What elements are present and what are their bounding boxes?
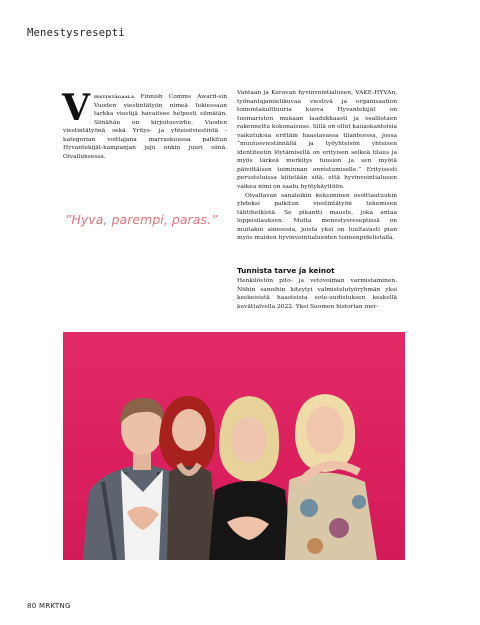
group-photo: [63, 332, 405, 560]
group-photo-illustration: [63, 332, 405, 560]
section-label: Menestysresepti: [27, 27, 125, 39]
lead-smallcaps: iestintägaala: [93, 93, 135, 100]
lead-paragraph: [62, 87, 227, 161]
body-paragraph-1: Vantaan ja Keravan hyvinvointialueen, VAKE-HYVAn, työnantajamielikuvaa viestivä ja organisaation toimintakulttuuria kuova Hyvantekijät on tuomariston mukaan laadukkaasti ja osallistaen rakennettu kokonaisuus. Sillä on ollut kauaskantoisia vaikutuksia erittäin haastavassa tilanteessa, jossa “muutosviestinnällä ja työyhteisön yhteisen identiteetin löytämisellä on erityisen selkeä tilaus ja myös tärkeä merkitys fuusion ja sen myötä päivittäisen toiminnan onnistumiselle.” Erityisesti perusteluissa kiitetään sitä, että hyvinvointialueen vaikea nimi on saatu hyötykäyttöön.: [237, 90, 397, 191]
body-paragraph-2: Oivaltavan sanaleikin keksiminen osoittautuukin yhdeksi palkitun viestintätyön tekemisen tähtihetkistä. Se pikantti mauste, joka antaa loppusilauksen. Mutta menestysreseptissä on muitakin ainesosia, joista yksi on luultavasti pian myös muiden hyvinvointialueiden toimenpidelistalla.: [237, 192, 397, 242]
subheading: Tunnista tarve ja keinot: [237, 266, 335, 275]
page-folio: 80 MRKTNG: [27, 602, 71, 610]
subsection-paragraph: Henkilöstön pito- ja vetovoiman varmistaminen. Niihin sanoihin kiteytyi valmistelutyöryhmän yksi keskeisistä haasteista sote-uudistuksen keskellä kevättalvella 2022. Yksi Suomen historian mer-: [237, 278, 397, 310]
person-floral: [285, 394, 377, 560]
lead-text: Finnish Comms Award-sin Vuoden viestintätyön nimeä lukiessaan tarkka viestijä havaitsee helposti silmäiän. Siinähän on kirjoitusvirhe. Vuoden viestintätyönä sekä Yritys- ja yhteisöviestintä -kategorian voittajana marraskuussa palkitun Hyvantekijät-kampanjan juju onkin juuri siinä. Oivalluksessa.: [63, 94, 227, 160]
right-column: [237, 89, 397, 243]
person-blonde: [209, 396, 293, 560]
pull-quote: ”Hyva, parempi, paras.”: [65, 212, 218, 227]
dropcap: V: [62, 87, 90, 129]
left-column: [62, 87, 227, 161]
